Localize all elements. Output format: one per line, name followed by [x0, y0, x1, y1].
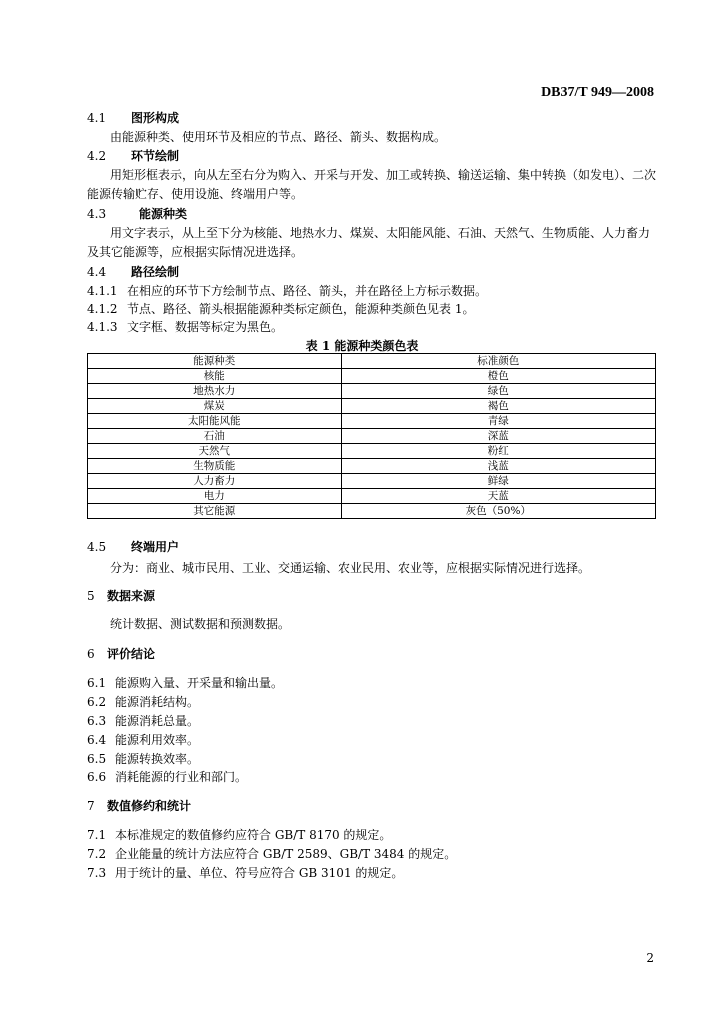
section-title: 评价结论	[107, 647, 156, 661]
section-title: 图形构成	[131, 111, 180, 125]
section-4-5-body: 分为：商业、城市民用、工业、交通运输、农业民用、农业等，应根据实际情况进行选择。	[110, 561, 591, 575]
color-cell: 深蓝	[341, 429, 655, 444]
table-row	[88, 399, 656, 414]
color-cell: 青绿	[341, 414, 655, 429]
section-number: 4.3	[87, 207, 107, 221]
section-number: 4.5	[87, 540, 107, 554]
energy-type-cell: 天然气	[88, 444, 342, 459]
section-title: 路径绘制	[131, 265, 180, 279]
item-number: 6.6	[87, 770, 107, 784]
section-4-3-body: 用文字表示，从上至下分为核能、地热水力、煤炭、太阳能风能、石油、天然气、生物质能、人力畜力及其它能源等，应根据实际情况进选择。	[87, 226, 651, 259]
item-7-1	[87, 826, 391, 844]
item-text: 能源消耗结构。	[115, 695, 200, 709]
energy-type-cell: 人力畜力	[88, 474, 342, 489]
item-text: 在相应的环节下方绘制节点、路径、箭头，并在路径上方标示数据。	[127, 284, 488, 298]
item-number: 7.1	[87, 828, 107, 842]
section-7-heading	[87, 797, 191, 815]
section-number: 5	[87, 589, 95, 603]
section-4-1-heading	[87, 109, 179, 127]
table-header-row	[88, 354, 656, 369]
item-number: 6.3	[87, 714, 107, 728]
item-number: 6.2	[87, 695, 107, 709]
column-header-standard-color: 标准颜色	[341, 354, 655, 369]
energy-type-cell: 其它能源	[88, 504, 342, 519]
section-4-3-heading	[87, 205, 187, 223]
item-text: 能源利用效率。	[115, 733, 200, 747]
item-number: 6.4	[87, 733, 107, 747]
table-caption: 表 1 能源种类颜色表	[305, 339, 419, 353]
item-4-1-2	[87, 300, 474, 318]
table-row	[88, 429, 656, 444]
section-6-heading	[87, 645, 155, 663]
item-text: 文字框、数据等标定为黑色。	[127, 320, 284, 334]
item-6-6	[87, 768, 247, 786]
page-number: 2	[646, 951, 654, 965]
item-6-5	[87, 750, 199, 768]
item-text: 能源消耗总量。	[115, 714, 200, 728]
item-number: 4.1.3	[87, 320, 118, 334]
table-row	[88, 489, 656, 504]
item-number: 6.1	[87, 676, 107, 690]
item-text: 企业能量的统计方法应符合 GB/T 2589、GB/T 3484 的规定。	[115, 847, 457, 861]
section-4-1-body: 由能源种类、使用环节及相应的节点、路径、箭头、数据构成。	[110, 130, 447, 144]
standard-code: DB37/T 949—2008	[541, 85, 654, 100]
item-7-2	[87, 845, 456, 863]
energy-type-cell: 生物质能	[88, 459, 342, 474]
section-title: 终端用户	[131, 540, 180, 554]
item-number: 4.1.1	[87, 284, 118, 298]
section-title: 环节绘制	[131, 149, 180, 163]
item-text: 本标准规定的数值修约应符合 GB/T 8170 的规定。	[115, 828, 392, 842]
item-6-3	[87, 712, 199, 730]
section-number: 4.4	[87, 265, 107, 279]
item-number: 4.1.2	[87, 302, 118, 316]
item-text: 消耗能源的行业和部门。	[115, 770, 248, 784]
table-row	[88, 459, 656, 474]
item-number: 6.5	[87, 752, 107, 766]
energy-type-cell: 地热水力	[88, 384, 342, 399]
energy-type-cell: 石油	[88, 429, 342, 444]
section-4-2-body: 用矩形框表示，向从左至右分为购入、开采与开发、加工或转换、输送运输、集中转换（如发电）、二次能源传输贮存、使用设施、终端用户等。	[87, 168, 657, 201]
section-5-heading	[87, 587, 155, 605]
energy-color-table	[87, 353, 656, 519]
table-row	[88, 474, 656, 489]
color-cell: 天蓝	[341, 489, 655, 504]
section-number: 4.2	[87, 149, 107, 163]
item-text: 用于统计的量、单位、符号应符合 GB 3101 的规定。	[115, 866, 404, 880]
table-row	[88, 414, 656, 429]
item-text: 能源购入量、开采量和输出量。	[115, 676, 284, 690]
item-text: 能源转换效率。	[115, 752, 200, 766]
item-text: 节点、路径、箭头根据能源种类标定颜色，能源种类颜色见表 1。	[127, 302, 475, 316]
color-cell: 绿色	[341, 384, 655, 399]
section-number: 7	[87, 799, 95, 813]
energy-type-cell: 太阳能风能	[88, 414, 342, 429]
table-row	[88, 384, 656, 399]
table-row	[88, 444, 656, 459]
section-4-5-heading	[87, 538, 179, 556]
section-4-4-heading	[87, 263, 179, 281]
item-4-1-3	[87, 318, 283, 336]
item-6-4	[87, 731, 199, 749]
section-number: 6	[87, 647, 95, 661]
energy-type-cell: 核能	[88, 369, 342, 384]
table-row	[88, 369, 656, 384]
section-4-2-heading	[87, 147, 179, 165]
item-number: 7.2	[87, 847, 107, 861]
table-row	[88, 504, 656, 519]
energy-type-cell: 煤炭	[88, 399, 342, 414]
item-7-3	[87, 864, 403, 882]
item-4-1-1	[87, 282, 487, 300]
section-number: 4.1	[87, 111, 107, 125]
column-header-energy-type: 能源种类	[88, 354, 342, 369]
section-title: 能源种类	[139, 207, 188, 221]
item-number: 7.3	[87, 866, 107, 880]
section-title: 数据来源	[107, 589, 156, 603]
color-cell: 橙色	[341, 369, 655, 384]
color-cell: 灰色（50%）	[341, 504, 655, 519]
color-cell: 浅蓝	[341, 459, 655, 474]
color-cell: 鲜绿	[341, 474, 655, 489]
section-title: 数值修约和统计	[107, 799, 192, 813]
color-cell: 粉红	[341, 444, 655, 459]
energy-type-cell: 电力	[88, 489, 342, 504]
item-6-2	[87, 693, 199, 711]
color-cell: 褐色	[341, 399, 655, 414]
item-6-1	[87, 674, 283, 692]
section-5-body: 统计数据、测试数据和预测数据。	[110, 617, 291, 631]
